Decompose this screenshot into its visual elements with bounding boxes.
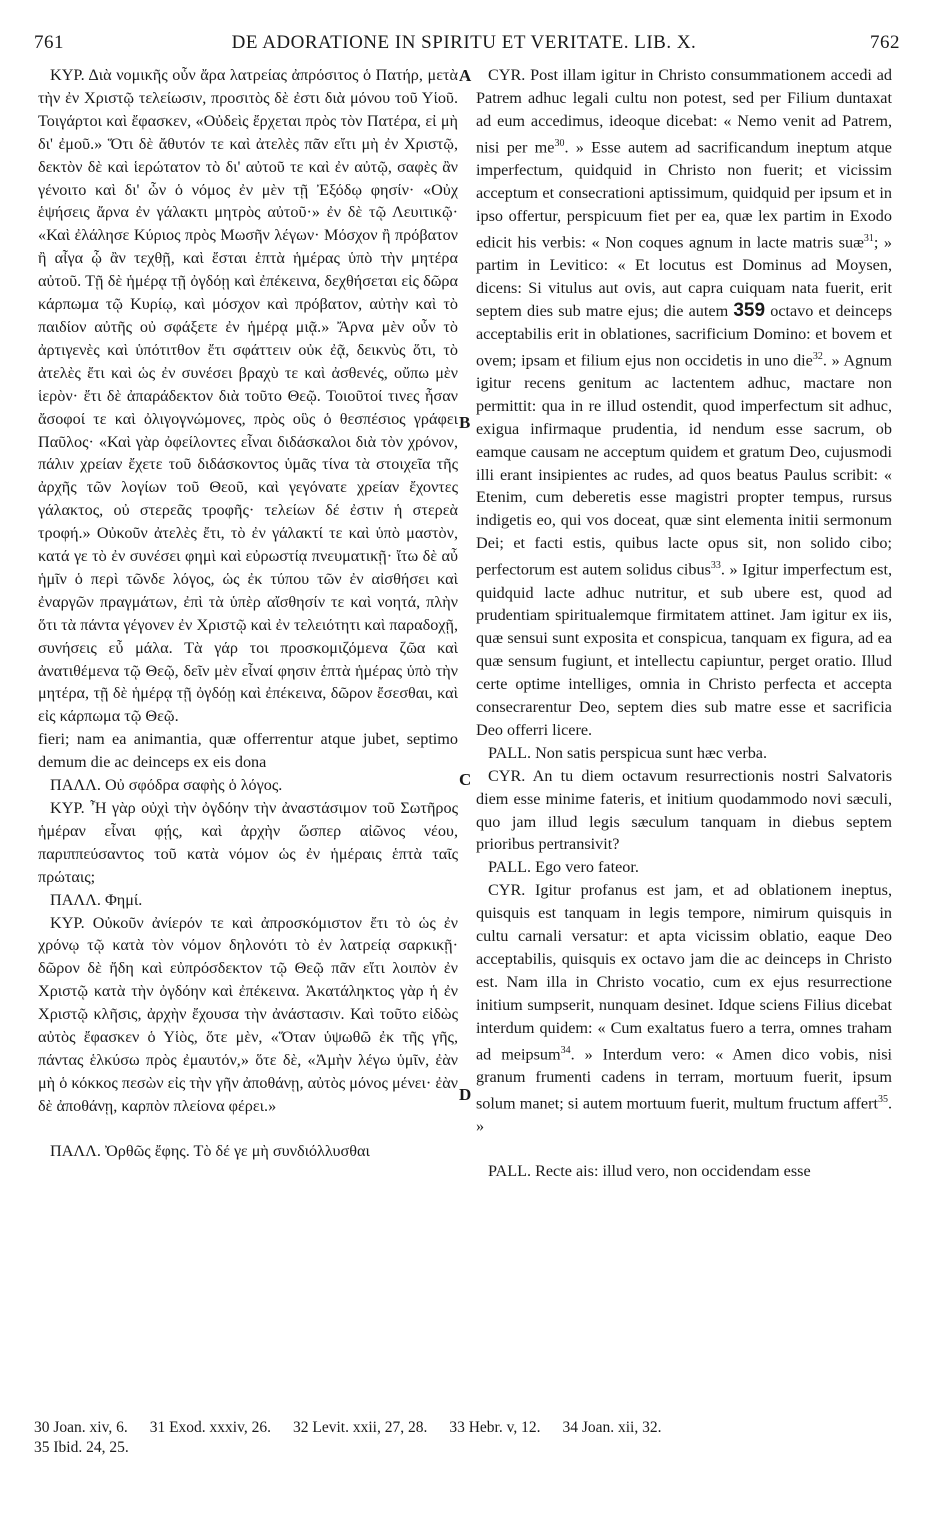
- margin-marker-c: C: [459, 770, 472, 789]
- page-number-right: 762: [870, 32, 900, 53]
- running-title: DE ADORATIONE IN SPIRITU ET VERITATE. LIB. X.: [231, 32, 697, 53]
- margin-marker-d: D: [459, 1085, 472, 1104]
- latin-continuation: fieri; nam ea animantia, quæ offerrentur atque jubet, septimo demum die ac deinceps ex eis dona: [38, 730, 458, 772]
- latin-paragraph-5: CYR. Igitur profanus est jam, et ad oblationem ineptus, quisquis est tanquam in legis tempore, nimirum quisquis in cultu carnali versatur: et apta vicissim oblatio, eaque Deo acceptabilis, quisquis ex octavo jam die ac deinceps in Christo est. Nam illa in Christo vocatio, cum ex ejus resurrectione initium sumpserit, nunquam desinet. Idque sciens Filius dicebat interdum quidem: « Cum exaltatus fuero a terra, omnes traham ad meipsum$^{34}$. » Interdum vero: « Amen dico vobis, nisi granum frumenti cadens in terram, mortuum fuerit, ipsum solum manet; si autem mortuum fuerit, multum fructum affert$^{35}$. »: [476, 881, 892, 1136]
- footnote-line: [34, 1438, 904, 1458]
- footnote-ref: 31: [863, 232, 874, 244]
- margin-marker-b: B: [459, 413, 471, 432]
- footnote: 35 Ibid. 24, 25.: [34, 1439, 129, 1456]
- footnote-ref: 34: [560, 1044, 571, 1056]
- footnote: 34 Joan. xii, 32.: [562, 1419, 662, 1436]
- greek-paragraph-5: ΚΥΡ. Οὐκοῦν ἀνίερόν τε καὶ ἀπροσκόμιστον ἔτι τὸ ὡς ἐν χρόνῳ τῷ κατὰ τὸν νόμον δηλονότι τὸ ἐν λατρείᾳ σαρκικῇ· δῶρον δὲ ἤδη καὶ εὐπρόσδεκτον τῷ Θεῷ πᾶν εἴτι λοιπὸν ἐν Χριστῷ κατὰ τὴν ὀγδόην καὶ ἐπέκεινα. Ἀκατάληκτος γὰρ ἡ ἐν Χριστῷ κλῆσις, ἀρχὴν ἔχουσα τὴν ἀνάστασιν. Καὶ τοῦτο εἰδὼς αὐτὸς ἔφασκεν ὁ Υἱὸς, ὅτε μὲν, «Ὅταν ὑψωθῶ ἐκ τῆς γῆς, πάντας ἑλκύσω πρὸς ἐμαυτόν,» ὅτε δὲ, «Ἀμὴν λέγω ὑμῖν, ἐὰν μὴ ὁ κόκκος πεσὼν εἰς τὴν γῆν ἀποθάνῃ, αὐτὸς μόνος μένει· ἐὰν δὲ ἀποθάνῃ, καρπὸν πλείονα φέρει.»: [38, 913, 458, 1115]
- greek-paragraph-3: ΚΥΡ. Ἦ γὰρ οὐχὶ τὴν ὀγδόην τὴν ἀναστάσιμον τοῦ Σωτῆρος ἡμέραν εἶναι φῄς, καὶ ἀρχὴν ὥσπερ αἰῶνος νέου, παριππεύσαντος τοῦ κατὰ νόμον ὡς ἐν ἡμέραις ἑπτὰ ταῖς πρώταις;: [38, 799, 458, 886]
- footnotes: [34, 1418, 904, 1458]
- footnote: 33 Hebr. v, 12.: [449, 1419, 541, 1436]
- greek-paragraph-6: ΠΑΛΛ. Ὀρθῶς ἔφης. Τὸ δέ γε μὴ συνδιόλλυσθαι: [50, 1141, 370, 1160]
- footnote: 32 Levit. xxii, 27, 28.: [293, 1419, 428, 1436]
- footnote-ref: 33: [710, 560, 721, 572]
- footnote-ref: 30: [554, 137, 565, 149]
- greek-paragraph-4: ΠΑΛΛ. Φημί.: [50, 890, 143, 909]
- footnote-ref: 32: [812, 350, 823, 362]
- latin-paragraph-6: PALL. Recte ais: illud vero, non occidendam esse: [488, 1162, 811, 1181]
- footnote-line: [34, 1418, 904, 1438]
- latin-paragraph-2: PALL. Non satis perspicua sunt hæc verba.: [488, 743, 768, 762]
- latin-column: [476, 64, 892, 1183]
- page-header: [28, 32, 900, 58]
- margin-marker-a: A: [459, 66, 472, 85]
- page-number-left: 761: [34, 32, 64, 53]
- footnote-ref: 35: [877, 1093, 888, 1105]
- column-number: 359: [733, 299, 766, 321]
- greek-paragraph-1: ΚΥΡ. Διὰ νομικῆς οὖν ἄρα λατρείας ἀπρόσιτος ὁ Πατήρ, μετὰ τὴν ἐν Χριστῷ τελείωσιν, προσιτὸς δὲ ἐστι διὰ μόνου τοῦ Υἱοῦ. Τοιγάρτοι καὶ ἔφασκεν, «Οὐδεὶς ἔρχεται πρὸς τὸν Πατέρα, εἰ μὴ δι' ἐμοῦ.» Ὅτι δὲ ἄθυτόν τε καὶ ἀτελὲς πᾶν εἴτι μὴ ἐν Χριστῷ, δεκτὸν δὲ καὶ ἱερώτατον τὸ δι' αὐτοῦ τε καὶ ἐν αὐτῷ, σαφὲς ἂν γένοιτο καὶ δι' ὧν ὁ νόμος ἐν μὲν τῇ Ἐξόδῳ φησίν· «Οὐχ ἑψήσεις ἄρνα ἐν γάλακτι μητρὸς αὐτοῦ·» ἐν δὲ τῷ Λευιτικῷ· «Καὶ ἐλάλησε Κύριος πρὸς Μωσῆν λέγων· Μόσχον ἢ πρόβατον ἢ αἶγα ᾧ ἂν τεχθῇ, καὶ ἔσται ἑπτὰ ἡμέρας ὑπὸ τὴν μητέρα αὐτοῦ. Τῇ δὲ ἡμέρᾳ τῇ ὀγδόῃ καὶ ἐπέκεινα, δεχθήσεται εἰς δῶρα κάρπωμα τῷ Κυρίῳ, καὶ μόσχον καὶ πρόβατον, αὐτὴν καὶ τὸ παιδίον αὐτῆς οὐ σφάξετε ἐν ἡμέρᾳ μιᾷ.» Ἄρνα μὲν οὖν τὸ ἀρτιγενὲς καὶ ὑπότιτθον ἔτι σφάττειν οὐκ ἐᾷ, δεικνὺς ὅτι, τὸ ἀτελὲς ἔτι καὶ ὡς ἐν συνέσει βραχὺ τε καὶ ἀσθενές, οὔπω μὲν ἱερὸν· ἔτι δὲ ἀπαράδεκτον διὰ τοῦτο Θεῷ. Τοιοῦτοί τινες ἦσαν ἄσοφοί τε καὶ ὀλιγογνώμονες, πρὸς οὓς ὁ θεσπέσιος γράφει Παῦλος· «Καὶ γὰρ ὀφείλοντες εἶναι διδάσκαλοι διὰ τὸν χρόνον, πάλιν χρείαν ἔχετε τοῦ διδάσκοντος ὑμᾶς τίνα τὰ στοιχεῖα τῆς ἀρχῆς τῶν λογίων τοῦ Θεοῦ, καὶ γεγόνατε χρείαν ἔχοντες γάλακτος, οὐ στερεᾶς τροφῆς· τελείων δέ ἐστιν ἡ στερεὰ τροφή.» Οὐκοῦν ἀτελὲς ἔτι, τὸ ἐν γάλακτί τε καὶ ὑπὸ μαστὸν, κατά γε τὸ ἐν συνέσει φημὶ καὶ εὐρωστίᾳ πνευματικῇ· ἴτω δὲ αὖ ἡμῖν ὁ περὶ τῶνδε λόγος, ὡς ἐκ τύπου τῶν ἐν αἰσθήσει καὶ ἐναργῶν πραγμάτων, ἐπὶ τὰ ὑπὲρ αἴσθησίν τε καὶ νοητά, πλὴν ὅτι τὰ πάντα γέγονεν ἐν Χριστῷ καὶ ἐν τελειότητι καὶ παραδοχῇ, συνήσεις εὖ μάλα. Τὰ γάρ τοι προσκομιζόμενα ζῶα καὶ ἀνατιθέμενα τῷ Θεῷ, δεῖν μὲν εἶναί φησιν ἑπτὰ ἡμέρας ὑπὸ τὴν μητέρα, τῇ δὲ ἡμέρᾳ τῇ ὀγδόῃ καὶ ἐπέκεινα, δῶρον ἔσεσθαι, καὶ εἰς κάρπωμα τῷ Θεῷ.: [38, 66, 458, 726]
- latin-paragraph-1: CYR. Post illam igitur in Christo consummationem accedi ad Patrem adhuc legali cultu non potest, sed per Filium duntaxat ad eum accedimus, ideoque dicebat: « Nemo venit ad Patrem, nisi per me$^{30}$. » Esse autem ad sacrificandum ineptum atque imperfectum, quidquid in Christo non fuerit; et vicissim acceptum et consecrationi aptissimum, quidquid per ipsum et in ipso offertur, perspicuum fiet per ea, quæ lex partim in Exodo edicit his verbis: « Non coques agnum in lacte matris suæ$^{31}$; » partim in Levitico: « Et locutus est Dominus ad Moysen, dicens: Si vitulus aut ovis, aut capra cuiquam nata fuerit, erit septem dies sub matre ejus; die autem 359 octavo et deinceps acceptabilis erit in oblationes, sacrificium Domino: et bovem et ovem; ipsam et filium ejus non occidetis in uno die$^{32}$. » Agnum igitur recens genitum ac lactentem adhuc, mactare non permittit: qua in re illud ostendit, quod imperfectum sit adhuc, exigua infirmaque prudentia, id nendum esse sacrum, ob eamque causam ne acceptum quidem et gratum Deo, cujusmodi illi erant insipientes ac rudes, ad quos beatus Paulus scribit: « Etenim, cum deberetis esse magistri propter tempus, rursus indigetis eo, qui vos doceat, quæ sint elementa initii sermonum Dei; et facti estis, quibus lacte opus sit, non solido cibo; perfectorum est autem solidus cibus$^{33}$. » Igitur imperfectum est, quidquid lacte adhuc nutritur, et sub ubere est, quod ad prudentiam spiritualemque firmitatem attinet. Jam igitur ex iis, quæ sensui sunt exposita et conspicua, tanquam ex figura, ad ea quæ sensum fugiunt, et intellectu capiuntur, perget oratio. Illud certe optime intelliges, omnia in Christo perfecta et accepta consecrarentur Deo, septem dies sub matre esse et sacrificia Deo offerri licere.: [476, 66, 893, 739]
- footnote: 31 Exod. xxxiv, 26.: [149, 1419, 271, 1436]
- footnote: 30 Joan. xiv, 6.: [34, 1419, 128, 1436]
- latin-paragraph-4: PALL. Ego vero fateor.: [488, 858, 639, 877]
- greek-paragraph-2: ΠΑΛΛ. Οὐ σφόδρα σαφὴς ὁ λόγος.: [50, 776, 283, 795]
- latin-paragraph-3: CYR. An tu diem octavum resurrectionis nostri Salvatoris diem esse minime fateris, et initium quodammodo novi sæculi, quo jam illud legis sæculum tanquam in diebus septem prioribus pertransivit?: [476, 766, 892, 854]
- greek-column: [38, 64, 458, 1163]
